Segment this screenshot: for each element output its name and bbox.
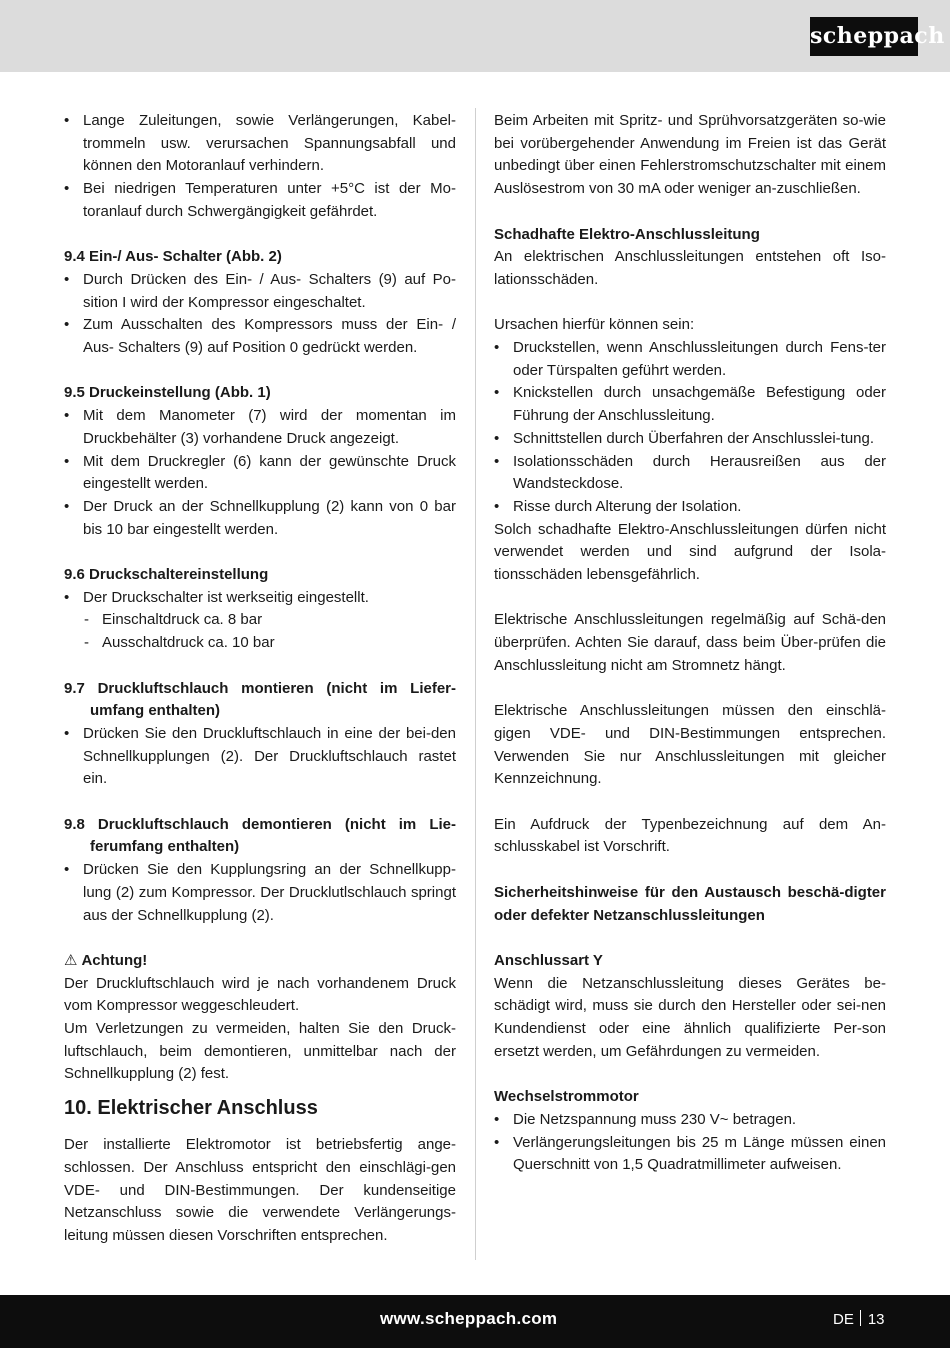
left-column [64, 110, 456, 1248]
bullet-item: • Durch Drücken des Ein- / Aus- Schalters (9) auf Po-sition I wird der Kompressor eingeschaltet. [64, 269, 456, 314]
bullet-item: • Zum Ausschalten des Kompressors muss der Ein- / Aus- Schalters (9) auf Position 0 gedrückt werden. [64, 314, 456, 359]
section-heading-9-6: 9.6 Druckschaltereinstellung [64, 566, 269, 584]
dash-item: - Ausschaltdruck ca. 10 bar [64, 632, 456, 655]
paragraph: Elektrische Anschlussleitungen müssen den einschlä-gigen VDE- und DIN-Bestimmungen entsprechen. Verwenden Sie nur Anschlussleitungen mit gleicher Kennzeichnung. [494, 702, 886, 788]
bullet-item: • Drücken Sie den Druckluftschlauch in eine der bei-den Schnellkupplungen (2). Der Druckluftschlauch rastet ein. [64, 723, 456, 791]
bullet-item: • Risse durch Alterung der Isolation. [494, 496, 886, 519]
warning-heading [64, 950, 456, 973]
bullet-item: • Mit dem Druckregler (6) kann der gewünschte Druck eingestellt werden. [64, 451, 456, 496]
section-heading-9-8: 9.8 Druckluftschlauch demontieren (nicht im Lie-ferumfang enthalten) [64, 815, 456, 856]
bullet-item: • Drücken Sie den Kupplungsring an der Schnellkupp-lung (2) zum Kompressor. Der Drucklutlschlauch springt aus der Schnellkupplung (2). [64, 859, 456, 927]
subheading-wechselstrommotor: Wechselstrommotor [494, 1088, 639, 1106]
paragraph: An elektrischen Anschlussleitungen entstehen oft Iso-lationsschäden. [494, 248, 886, 288]
page-number: 13 [867, 1311, 885, 1328]
bullet-item: • Isolationsschäden durch Herausreißen aus der Wandsteckdose. [494, 451, 886, 496]
paragraph: Elektrische Anschlussleitungen regelmäßig auf Schä-den überprüfen. Achten Sie darauf, dass beim Über-prüfen die Anschlussleitung nicht am Stromnetz hängt. [494, 611, 886, 674]
dash-item: - Einschaltdruck ca. 8 bar [64, 609, 456, 632]
section-heading-9-5: 9.5 Druckeinstellung (Abb. 1) [64, 384, 271, 402]
column-divider [475, 108, 476, 1260]
paragraph: Ein Aufdruck der Typenbezeichnung auf dem An-schlusskabel ist Vorschrift. [494, 815, 886, 856]
scheppach-logo: scheppach [810, 17, 918, 56]
paragraph: Wenn die Netzanschlussleitung dieses Gerätes be-schädigt wird, muss sie durch den Hersteller oder sei-nen Kundendienst oder eine ähnlich qualifizierte Per-son ersetzt werden, um Gefährdungen zu vermeiden. [494, 974, 886, 1060]
paragraph: Solch schadhafte Elektro-Anschlussleitungen dürfen nicht verwendet werden und sind aufgrund der Isola-tionsschäden lebensgefährlich. [494, 520, 886, 584]
paragraph: Ursachen hierfür können sein: [494, 316, 695, 334]
website-url: www.scheppach.com [380, 1309, 558, 1328]
bullet-item: • Der Druck an der Schnellkupplung (2) kann von 0 bar bis 10 bar eingestellt werden. [64, 496, 456, 541]
header-bar [0, 0, 950, 72]
language-code: DE [833, 1311, 854, 1328]
bullet-item: • Mit dem Manometer (7) wird der momentan im Druckbehälter (3) vorhandene Druck angezeigt. [64, 405, 456, 450]
bullet-item: • Schnittstellen durch Überfahren der Anschlusslei-tung. [494, 428, 886, 451]
bullet-item: • Lange Zuleitungen, sowie Verlängerungen, Kabel-trommeln usw. verursachen Spannungsabfall und können den Motoranlauf verhindern. [64, 110, 456, 178]
page-separator [860, 1310, 861, 1326]
bullet-item: • Die Netzspannung muss 230 V~ betragen. [494, 1109, 886, 1132]
paragraph: Beim Arbeiten mit Spritz- und Sprühvorsatzgeräten so-wie bei vorübergehender Anwendung im Freien ist das Gerät unbedingt über einen Fehlerstromschutzschalter mit einem Auslösestrom von 30 mA oder weniger an-zuschließen. [494, 112, 886, 198]
warning-triangle-icon: ⚠ [64, 951, 78, 969]
section-heading-9-4: 9.4 Ein-/ Aus- Schalter (Abb. 2) [64, 248, 282, 266]
paragraph: Der installierte Elektromotor ist betriebsfertig ange-schlossen. Der Anschluss entspricht den einschlägi-gen VDE- und DIN-Bestimmungen. Der kundenseitige Netzanschluss sowie die verwendete Verlängerungs-leitung müssen diesen Vorschriften entsprechen. [64, 1136, 456, 1244]
footer-bar [0, 1295, 950, 1348]
warning-paragraph: Der Druckluftschlauch wird je nach vorhandenem Druck vom Kompressor weggeschleudert. [64, 974, 456, 1015]
page-indicator [833, 1310, 885, 1328]
section-heading-9-7: 9.7 Druckluftschlauch montieren (nicht im Liefer-umfang enthalten) [64, 679, 456, 720]
subheading-schadhaft: Schadhafte Elektro-Anschlussleitung [494, 225, 760, 243]
warning-paragraph: Um Verletzungen zu vermeiden, halten Sie den Druck-luftschlauch, beim demontieren, unmittelbar nach der Schnellkupplung (2) fest. [64, 1020, 456, 1083]
warning-title: Achtung! [81, 951, 148, 969]
subheading-sicherheit: Sicherheitshinweise für den Austausch beschä-digter oder defekter Netzanschlussleitungen [494, 883, 886, 924]
chapter-heading-10: 10. Elektrischer Anschluss [64, 1097, 318, 1120]
bullet-item: • Bei niedrigen Temperaturen unter +5°C ist der Mo-toranlauf durch Schwergängigkeit gefährdet. [64, 178, 456, 223]
bullet-item: • Knickstellen durch unsachgemäße Befestigung oder Führung der Anschlussleitung. [494, 382, 886, 427]
bullet-item: • Verlängerungsleitungen bis 25 m Länge müssen einen Querschnitt von 1,5 Quadratmillimeter aufweisen. [494, 1132, 886, 1177]
right-column [494, 110, 886, 1177]
subheading-anschlussart: Anschlussart Y [494, 951, 603, 969]
bullet-item: • Druckstellen, wenn Anschlussleitungen durch Fens-ter oder Türspalten geführt werden. [494, 337, 886, 382]
bullet-item: • Der Druckschalter ist werkseitig eingestellt. [64, 587, 456, 610]
